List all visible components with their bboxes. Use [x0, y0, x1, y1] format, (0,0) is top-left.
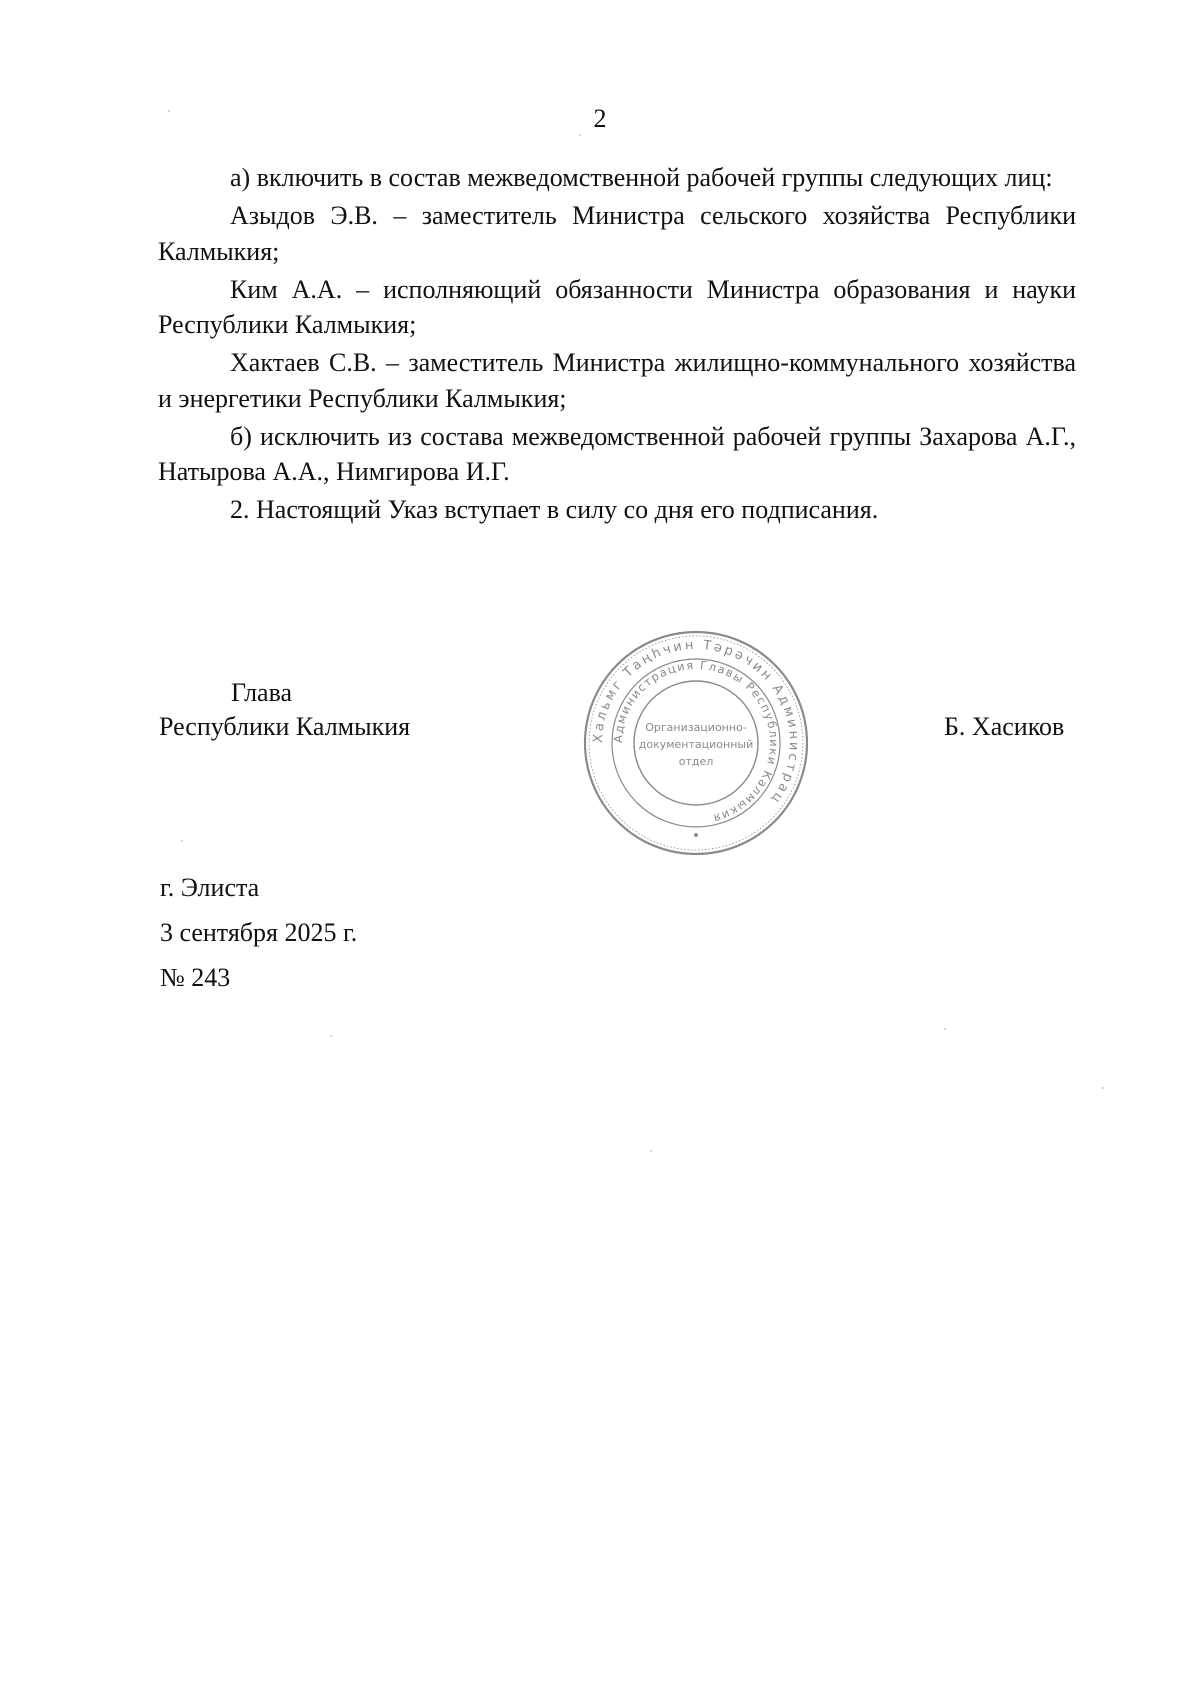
stamp-dot: [694, 833, 698, 837]
scan-speck: [168, 110, 170, 112]
issue-place: г. Элиста: [160, 873, 260, 902]
paragraph-member-khaktaev: Хактаев С.В. – заместитель Министра жилищно-коммунального хозяйства и энергетики Республики Калмыкия;: [158, 348, 1076, 413]
stamp-inner-line2: документационный: [638, 738, 754, 751]
signature-title-line1: Глава: [231, 678, 293, 707]
paragraph-include-clause: а) включить в состав межведомственной рабочей группы следующих лиц:: [230, 163, 1053, 192]
paragraph-member-azydov: Азыдов Э.В. – заместитель Министра сельского хозяйства Республики Калмыкия;: [158, 201, 1076, 266]
scan-speck: [650, 1150, 652, 1152]
paragraph-exclude-clause: б) исключить из состава межведомственной рабочей группы Захарова А.Г., Натырова А.А., Нимгирова И.Г.: [158, 421, 1076, 486]
issue-date: 3 сентября 2025 г.: [160, 918, 358, 947]
scan-speck: [944, 1028, 946, 1030]
stamp-inner-line3: отдел: [678, 755, 714, 768]
decree-body: [158, 160, 1076, 530]
scan-speck: [181, 840, 183, 842]
scan-speck: [330, 1035, 332, 1037]
paragraph-member-kim: Ким А.А. – исполняющий обязанности Министра образования и науки Республики Калмыкия;: [158, 274, 1076, 339]
decree-number: № 243: [160, 963, 231, 992]
signatory-name: Б. Хасиков: [944, 712, 1065, 741]
stamp-inner-line1: Организационно-: [645, 721, 747, 734]
scan-speck: [579, 134, 581, 136]
stamp-middle-text: Администрация Главы Республики Калмыкия: [610, 657, 782, 827]
official-stamp: [580, 627, 812, 859]
scan-speck: [1102, 1087, 1104, 1089]
paragraph-effective-date: 2. Настоящий Указ вступает в силу со дня его подписания.: [230, 495, 879, 524]
page-number: 2: [593, 104, 607, 133]
signature-title-line2: Республики Калмыкия: [159, 712, 411, 741]
stamp-outer-text: Хальмг Таңһчин Тəрəчин Администрац: [590, 637, 802, 808]
